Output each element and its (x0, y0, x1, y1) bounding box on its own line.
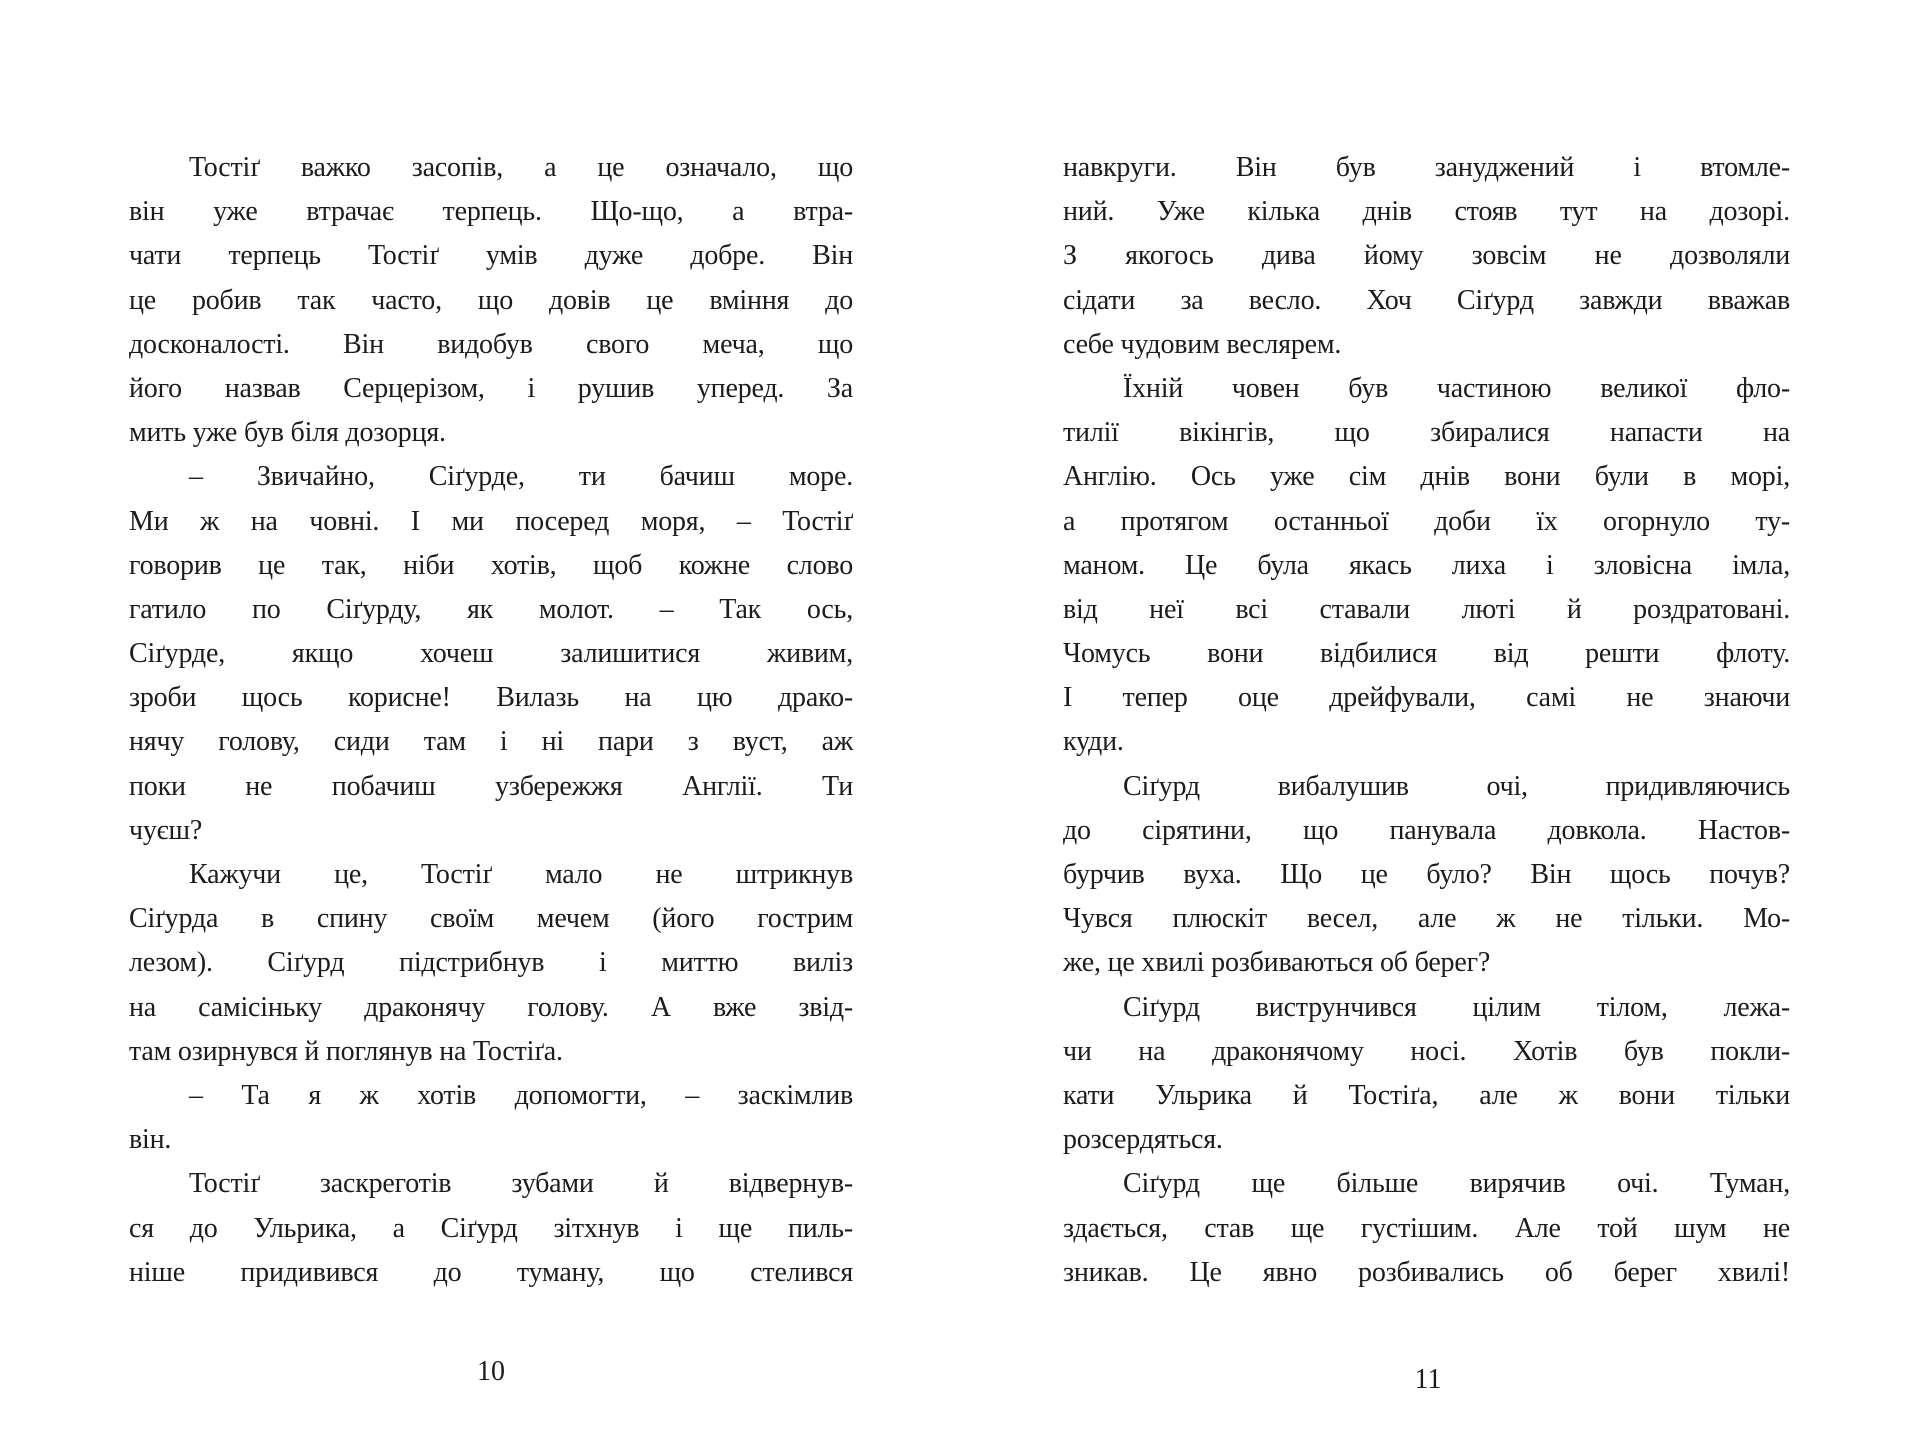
text-line: а протягом останньої доби їх огорнуло ту- (1063, 505, 1790, 537)
text-line: – Звичайно, Сіґурде, ти бачиш море. (189, 461, 853, 493)
text-line: Англію. Ось уже сім днів вони були в морі, (1063, 461, 1790, 493)
text-line: Кажучи це, Тостіґ мало не штрикнув (189, 859, 853, 890)
text-line: навкруги. Він був зануджений і втомле- (1063, 152, 1790, 183)
text-line: лезом). Сіґурд підстрибнув і миттю виліз (129, 947, 853, 979)
text-line: сідати за весло. Хоч Сіґурд завжди вважав (1063, 284, 1790, 316)
text-line: Їхній човен був частиною великої фло- (1123, 372, 1790, 404)
text-line: Сіґурда в спину своїм мечем (його гострим (129, 903, 853, 935)
text-line: зникав. Це явно розбивались об берег хвилі! (1063, 1256, 1790, 1288)
text-line: говорив це так, ніби хотів, щоб кожне слово (129, 549, 853, 581)
text-line: тилії вікінгів, що збиралися напасти на (1063, 417, 1790, 449)
text-line: Сіґурд ще більше вирячив очі. Туман, (1123, 1168, 1790, 1200)
left-page-text-column (129, 146, 853, 1295)
text-line: зроби щось корисне! Вилазь на цю драко- (129, 682, 853, 714)
text-line: це робив так часто, що довів це вміння до (129, 284, 853, 316)
text-line: поки не побачиш узбережжя Англії. Ти (129, 770, 853, 802)
text-line: І тепер оце дрейфували, самі не знаючи (1063, 682, 1790, 714)
text-line: чати терпець Тостіґ умів дуже добре. Він (129, 240, 853, 272)
text-line: чуєш? (129, 814, 203, 846)
text-line: на самісіньку драконячу голову. А вже звід- (129, 991, 853, 1023)
text-line: він. (129, 1124, 172, 1156)
text-line: З якогось дива йому зовсім не дозволяли (1063, 240, 1790, 272)
text-line: – Та я ж хотів допомогти, – заскімлив (189, 1079, 853, 1111)
text-line: здається, став ще густішим. Але той шум не (1063, 1212, 1790, 1244)
text-line: там озирнувся й поглянув на Тостіґа. (129, 1035, 563, 1067)
right-page-number: 11 (1414, 1364, 1442, 1395)
text-line: ний. Уже кілька днів стояв тут на дозорі. (1063, 196, 1790, 228)
text-line: кати Ульрика й Тостіґа, але ж вони тільки (1063, 1079, 1790, 1111)
text-line: маном. Це була якась лиха і зловісна імла, (1063, 549, 1790, 581)
text-line: Сіґурде, якщо хочеш залишитися живим, (129, 638, 853, 670)
text-line: бурчив вуха. Що це було? Він щось почув? (1063, 859, 1790, 890)
text-line: себе чудовим веслярем. (1063, 328, 1342, 360)
text-line: Сіґурд вибалушив очі, придивляючись (1123, 770, 1790, 802)
text-line: мить уже був біля дозорця. (129, 417, 446, 449)
text-line: Чомусь вони відбилися від решти флоту. (1063, 638, 1790, 670)
right-page-text-column (1063, 146, 1790, 1295)
text-line: нячу голову, сиди там і ні пари з вуст, аж (129, 726, 853, 758)
text-line: Тостіґ заскреготів зубами й відвернув- (189, 1168, 853, 1200)
text-line: же, це хвилі розбиваються об берег? (1063, 947, 1491, 979)
right-page (960, 0, 1920, 1449)
text-line: розсердяться. (1063, 1124, 1223, 1156)
text-line: ніше придивився до туману, що стелився (129, 1256, 853, 1288)
text-line: досконалості. Він видобув свого меча, що (129, 328, 853, 360)
text-line: Тостіґ важко засопів, а це означало, що (189, 152, 853, 183)
text-line: куди. (1063, 726, 1124, 758)
text-line: його назвав Серцерізом, і рушив уперед. За (129, 372, 853, 404)
text-line: він уже втрачає терпець. Що-що, а втра- (129, 196, 853, 228)
text-line: від неї всі ставали люті й роздратовані. (1063, 593, 1790, 625)
text-line: ся до Ульрика, а Сіґурд зітхнув і ще пиль- (129, 1212, 853, 1244)
text-line: до сірятини, що панувала довкола. Настов- (1063, 814, 1790, 846)
text-line: Ми ж на човні. І ми посеред моря, – Тостіґ (129, 505, 853, 537)
text-line: Сіґурд виструнчився цілим тілом, лежа- (1123, 991, 1790, 1023)
text-line: гатило по Сіґурду, як молот. – Так ось, (129, 593, 853, 625)
text-line: Чувся плюскіт весел, але ж не тільки. Мо- (1063, 903, 1790, 935)
left-page-number: 10 (477, 1356, 505, 1387)
text-line: чи на драконячому носі. Хотів був покли- (1063, 1035, 1790, 1067)
